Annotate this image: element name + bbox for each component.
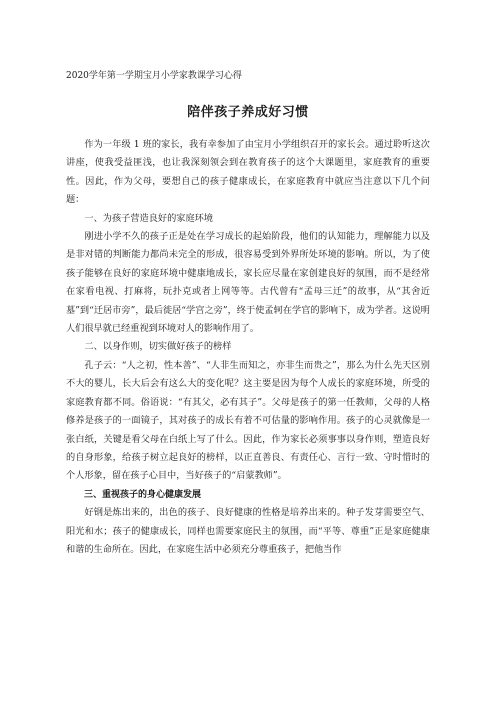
section-1-body: 刚进小学不久的孩子正是处在学习成长的起始阶段，他们的认知能力，理解能力以及是非对错的判断能力都尚未完全的形成，很容易受到外界所处环境的影响。所以，为了使孩子能够在良好的家庭环境中健康地成长，家长应尽量在家创建良好的氛围，而不是经常在家看电视、打麻将，玩扑克或者上网等等。古代曾有“孟母三迁”的故事，从“其舍近墓”到“迁居市旁”，最后徙居“学宫之旁”，终于使孟轲在学官的影响下，成为学者。这说明人们很早就已经重视到环境对人的影响作用了。 [66,231,430,335]
document-title: 陪伴孩子养成好习惯 [187,105,309,120]
section-1-heading: 一、为孩子营造良好的家庭环境 [84,212,214,224]
section-2-heading: 二、以身作则，切实做好孩子的榜样 [84,341,232,353]
document-header: 2020学年第一学期宝月小学家教课学习心得 [66,71,242,81]
intro-paragraph: 作为一年级 1 班的家长，我有幸参加了由宝月小学组织召开的家长会。通过聆听这次讲座，使我受益匪浅，也让我深刻领会到在教育孩子的这个大课题里，家庭教育的重要性。因此，作为父母，要想自己的孩子健康成长，在家庭教育中就应当注意以下几个问题： [66,139,430,206]
section-2-body: 孔子云：“人之初，性本善”、“人非生而知之，亦非生而贵之”，那么为什么先天区别不大的婴儿，长大后会有这么大的变化呢？这主要是因为每个人成长的家庭环境，所受的家庭教育都不同。俗语说：“有其父，必有其子”。父母是孩子的第一任教师，父母的人格修养是孩子的一面镜子，其对孩子的成长有着不可估量的影响作用。孩子的心灵就像是一张白纸，关键是看父母在白纸上写了什么。因此，作为家长必须事事以身作则，塑造良好的自身形象，给孩子树立起良好的榜样，以正直善良、有责任心、言行一致、守时惜时的个人形象，留在孩子心目中，当好孩子的“启蒙教师”。 [66,359,430,482]
document-page [66,70,430,559]
section-3-heading: 三、重视孩子的身心健康发展 [84,489,202,500]
section-3-body: 好钢是炼出来的，出色的孩子、良好健康的性格是培养出来的。种子发芽需要空气、阳光和水；孩子的健康成长，同样也需要家庭民主的氛围，而“平等、尊重”正是家庭健康和谐的生命所在。因此，在家庭生活中必须充分尊重孩子，把他当作 [66,507,430,555]
